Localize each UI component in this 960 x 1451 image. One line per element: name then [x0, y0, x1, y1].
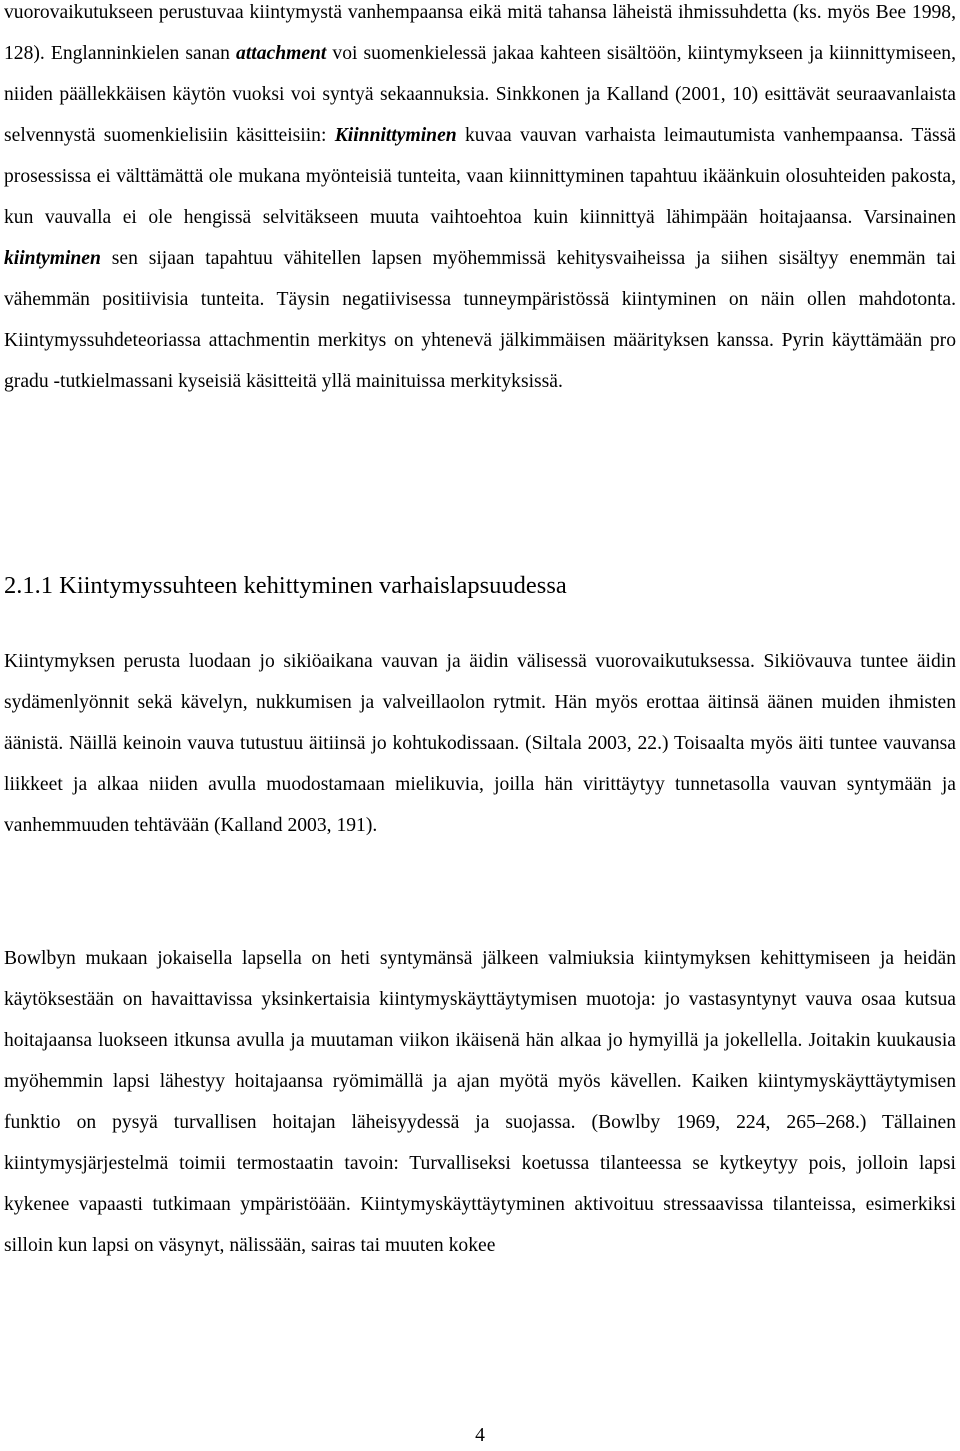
paragraph-attachment-definition — [4, 0, 956, 402]
term-attachment: attachment — [236, 43, 327, 64]
term-kiinnittyminen: Kiinnittyminen — [334, 125, 457, 146]
term-kiintyminen: kiintyminen — [4, 248, 101, 269]
section-heading: 2.1.1 Kiintymyssuhteen kehittyminen varhaislapsuudessa — [4, 572, 567, 599]
text-run: kuvaa vauvan varhaista leimautumista vanhempaansa. Tässä prosessissa ei välttämättä ole mukana myönteisiä tunteita, vaan kiinnittyminen tapahtuu ikäänkuin olosuhteiden pakosta, kun vauvalla ei ole hengissä selvitäkseen muuta vaihtoehtoa kuin kiinnittyä lähimpään hoitajaansa. Varsinainen — [4, 125, 956, 228]
paragraph-prenatal-attachment: Kiintymyksen perusta luodaan jo sikiöaikana vauvan ja äidin välisessä vuorovaikutuksessa. Sikiövauva tuntee äidin sydämenlyönnit sekä kävelyn, nukkumisen ja valveillaolon rytmit. Hän myös erottaa äitinsä äänen muiden ihmisten äänistä. Näillä keinoin vauva tutustuu äitiinsä jo kohtukodissaan. (Siltala 2003, 22.) Toisaalta myös äiti tuntee vauvansa liikkeet ja alkaa niiden avulla muodostamaan mielikuvia, joilla hän virittäytyy tunnetasolla vauvan syntymään ja vanhemmuuden tehtävään (Kalland 2003, 191). — [4, 651, 956, 836]
page-number: 4 — [475, 1425, 485, 1446]
text-run: voi suomenkielessä jakaa kahteen sisältöön, kiintymykseen ja kiinnittymiseen, niiden päällekkäisen käytön vuoksi voi syntyä sekaannuksia. Sinkkonen ja Kalland (2001, 10) esittävät seuraavanlaista selvennystä suomenkielisiin käsitteisiin: — [4, 43, 956, 146]
paragraph-bowlby-attachment: Bowlbyn mukaan jokaisella lapsella on heti syntymänsä jälkeen valmiuksia kiintymyksen kehittymiseen ja heidän käytöksestään on havaittavissa yksinkertaisia kiintymyskäyttäytymisen muotoja: jo vastasyntynyt vauva osaa kutsua hoitajaansa luokseen itkunsa avulla ja muutaman viikon ikäisenä hän alkaa jo hymyillä ja jokellella. Joitakin kuukausia myöhemmin lapsi lähestyy hoitajaansa ryömimällä ja ajan myötä myös kävellen. Kaiken kiintymyskäyttäytymisen funktio on pysyä turvallisen hoitajan läheisyydessä ja suojassa. (Bowlby 1969, 224, 265–268.) Tällainen kiintymysjärjestelmä toimii termostaatin tavoin: Turvalliseksi koetussa tilanteessa se kytkeytyy pois, jolloin lapsi kykenee vapaasti tutkimaan ympäristöään. Kiintymyskäyttäytyminen aktivoituu stressaavissa tilanteissa, esimerkiksi silloin kun lapsi on väsynyt, nälissään, sairas tai muuten kokee — [4, 948, 956, 1256]
text-run: sen sijaan tapahtuu vähitellen lapsen myöhemmissä kehitysvaiheissa ja siihen sisältyy enemmän tai vähemmän positiivisia tunteita. Täysin negatiivisessa tunneympäristössä kiintyminen on näin ollen mahdotonta. Kiintymyssuhdeteoriassa attachmentin merkitys on yhtenevä jälkimmäisen määrityksen kanssa. Pyrin käyttämään pro gradu -tutkielmassani kyseisiä käsitteitä yllä mainituissa merkityksissä. — [4, 248, 956, 392]
text-run: vuorovaikutukseen perustuvaa kiintymystä vanhempaansa eikä mitä tahansa läheistä ihmissuhdetta (ks. myös Bee 1998, 128). Englanninkielen sanan — [4, 2, 956, 64]
